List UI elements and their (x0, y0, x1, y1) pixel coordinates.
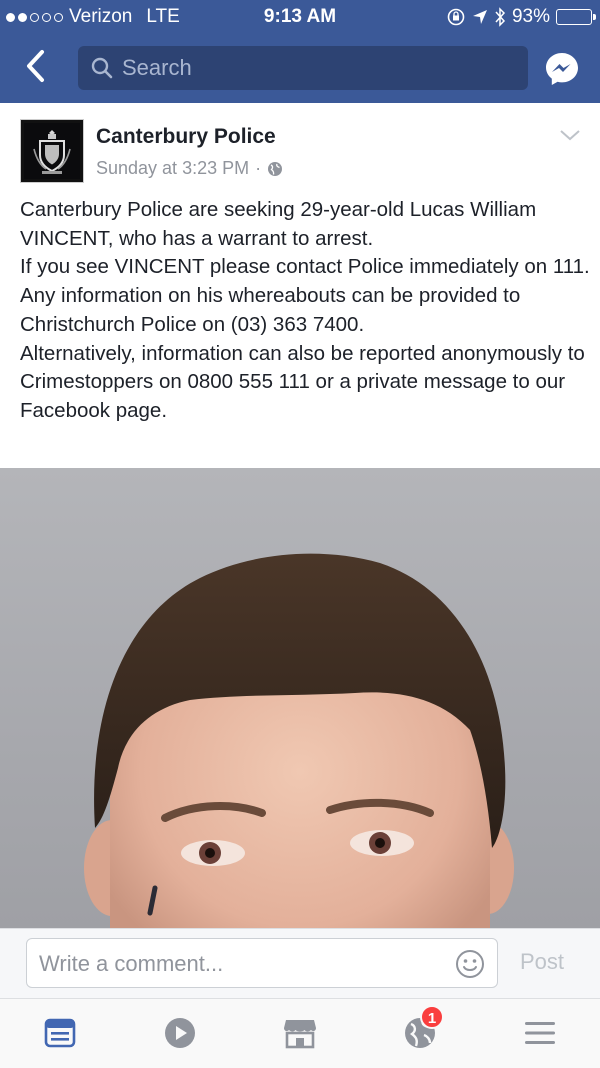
marketplace-shop-icon (282, 1016, 318, 1050)
post-paragraph: Any information on his whereabouts can be provided to Christchurch Police on (03) 363 7400. (20, 284, 521, 336)
page-avatar[interactable] (20, 119, 84, 183)
tab-menu[interactable] (520, 1013, 560, 1053)
bluetooth-icon (494, 7, 506, 27)
globe-icon (267, 161, 283, 177)
meta-separator: · (255, 158, 262, 178)
post-photo[interactable] (0, 468, 600, 928)
tab-bar (0, 998, 600, 1068)
post-paragraph: Canterbury Police are seeking 29-year-old Lucas William VINCENT, who has a warrant to arrest. (20, 198, 537, 250)
police-crest-icon (24, 123, 80, 179)
search-icon (90, 56, 114, 80)
post-options-button[interactable] (558, 125, 582, 145)
battery-percent: 93% (511, 6, 550, 27)
orientation-lock-icon (446, 7, 466, 27)
tab-marketplace[interactable] (280, 1013, 320, 1053)
messenger-button[interactable] (544, 51, 580, 87)
hamburger-menu-icon (524, 1019, 556, 1047)
notification-badge: 1 (420, 1005, 444, 1029)
video-play-icon (163, 1016, 197, 1050)
post-paragraph: Alternatively, information can also be reported anonymously to Crimestoppers on 0800 555 111 or a private message to our Facebook page. (20, 341, 585, 422)
clock: 9:13 AM (263, 6, 337, 27)
top-bar (0, 0, 600, 103)
post-body (20, 196, 590, 426)
comment-input[interactable] (39, 949, 439, 979)
mugshot-image (0, 468, 600, 928)
comment-field[interactable] (26, 938, 498, 988)
search-bar[interactable] (78, 46, 528, 90)
post-paragraph: If you see VINCENT please contact Police immediately on 111. (20, 255, 590, 279)
chevron-down-icon (558, 125, 582, 145)
emoji-button[interactable] (455, 949, 485, 979)
nav-bar (0, 34, 600, 103)
back-button[interactable] (18, 48, 52, 84)
post-timestamp[interactable]: Sunday at 3:23 PM (96, 158, 250, 178)
network-type: LTE (146, 6, 180, 27)
battery-icon (556, 9, 592, 25)
back-chevron-icon (24, 49, 46, 83)
search-input[interactable] (122, 55, 502, 81)
post-header (0, 103, 600, 193)
smiley-icon (455, 949, 485, 979)
tab-notifications[interactable] (400, 1010, 440, 1053)
page-name[interactable]: Canterbury Police (96, 125, 276, 148)
comment-bar (0, 928, 600, 998)
carrier-name: Verizon (69, 6, 133, 27)
tab-news-feed[interactable] (40, 1013, 80, 1053)
post-comment-button[interactable]: Post (520, 949, 565, 974)
status-icons (446, 6, 592, 28)
news-feed-icon (44, 1017, 76, 1049)
tab-video[interactable] (160, 1013, 200, 1053)
status-bar (0, 0, 600, 34)
messenger-icon (544, 51, 580, 87)
post-meta (96, 158, 283, 179)
location-arrow-icon (472, 9, 488, 25)
